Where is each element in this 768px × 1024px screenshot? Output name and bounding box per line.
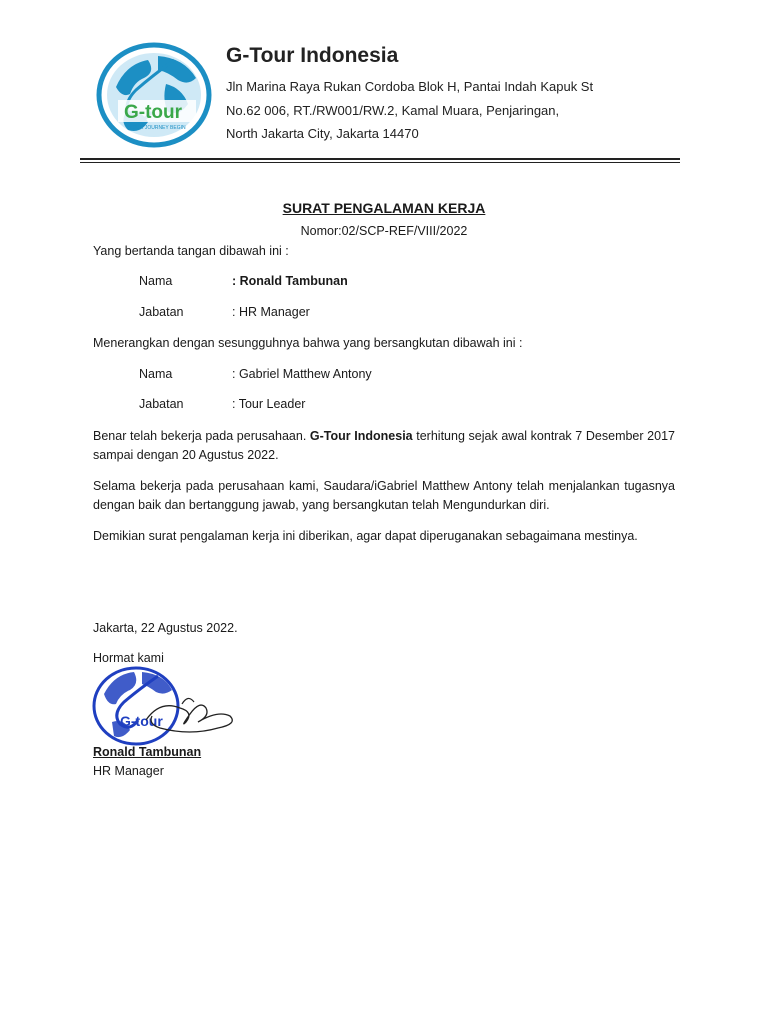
company-logo bbox=[96, 42, 212, 148]
employee-position-label: Jabatan bbox=[139, 397, 184, 411]
signatory-name-value: : Ronald Tambunan bbox=[232, 274, 348, 288]
intro-text: Yang bertanda tangan dibawah ini : bbox=[93, 244, 289, 258]
signer-role: HR Manager bbox=[93, 764, 164, 778]
signatory-position-label: Jabatan bbox=[139, 305, 184, 319]
svg-text:G-tour: G-tour bbox=[120, 713, 163, 729]
signatory-name-label: Nama bbox=[139, 274, 173, 288]
company-stamp-signature bbox=[90, 664, 240, 748]
employment-paragraph bbox=[93, 427, 675, 465]
address-line-1: Jln Marina Raya Rukan Cordoba Blok H, Pantai Indah Kapuk St bbox=[226, 79, 594, 94]
svg-text:G-tour: G-tour bbox=[124, 102, 183, 123]
address-line-3: North Jakarta City, Jakarta 14470 bbox=[226, 126, 419, 141]
company-name: G-Tour Indonesia bbox=[226, 44, 399, 67]
letterhead-divider-thin bbox=[80, 162, 680, 163]
svg-text:YOUR JOURNEY BEGIN: YOUR JOURNEY BEGIN bbox=[129, 125, 186, 131]
employment-company: G-Tour Indonesia bbox=[309, 429, 413, 443]
employment-text-start: Benar telah bekerja pada perusahaan. bbox=[93, 429, 310, 443]
signatory-position-value: : HR Manager bbox=[232, 305, 310, 319]
employee-name-value: : Gabriel Matthew Antony bbox=[232, 367, 372, 381]
signer-name: Ronald Tambunan bbox=[93, 745, 202, 759]
employment-text-end: terhitung sejak awal kontrak 7 Desember 2017 sampai dengan 20 Agustus 2022. bbox=[93, 429, 675, 462]
letter-number: Nomor:02/SCP-REF/VIII/2022 bbox=[300, 224, 468, 238]
statement-text: Menerangkan dengan sesungguhnya bahwa yang bersangkutan dibawah ini : bbox=[93, 336, 523, 350]
conduct-paragraph: Selama bekerja pada perusahaan kami, Saudara/iGabriel Matthew Antony telah menjalankan tugasnya dengan baik dan bertanggung jawab, yang bersangkutan telah Mengundurkan diri. bbox=[93, 479, 675, 512]
address-line-2: No.62 006, RT./RW001/RW.2, Kamal Muara, Penjaringan, bbox=[226, 103, 560, 118]
closing-paragraph: Demikian surat pengalaman kerja ini diberikan, agar dapat diperuganakan sebagaimana mestinya. bbox=[93, 529, 638, 543]
employee-name-label: Nama bbox=[139, 367, 173, 381]
employee-position-value: : Tour Leader bbox=[232, 397, 306, 411]
letter-title: SURAT PENGALAMAN KERJA bbox=[282, 200, 486, 216]
letterhead-divider bbox=[80, 158, 680, 160]
place-date: Jakarta, 22 Agustus 2022. bbox=[93, 621, 238, 635]
closing-greeting: Hormat kami bbox=[93, 651, 164, 665]
